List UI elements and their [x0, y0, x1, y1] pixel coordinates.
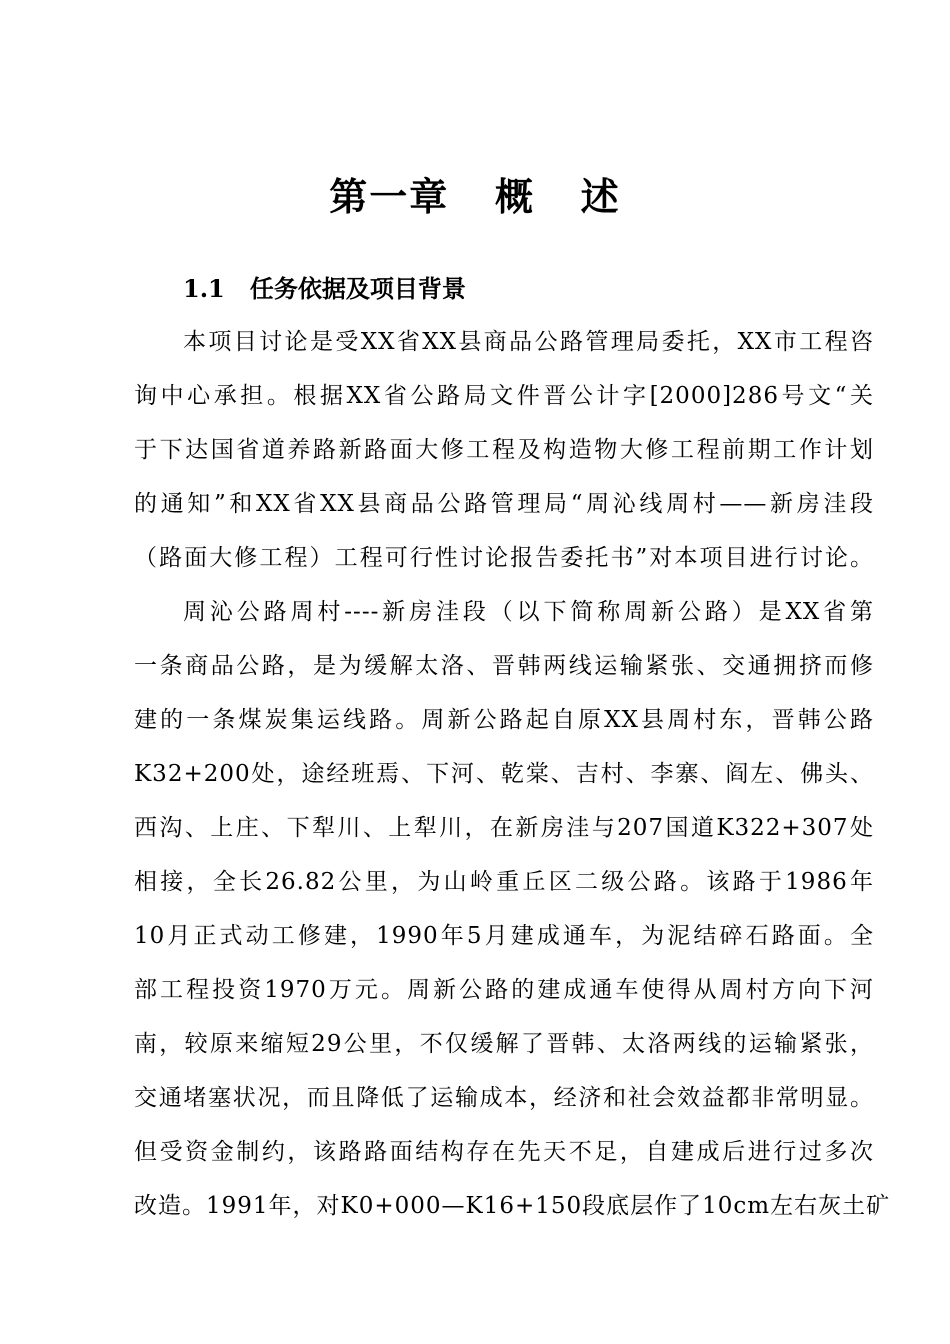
paragraph-2-line-10: 交通堵塞状况，而且降低了运输成本，经济和社会效益都非常明显。 — [134, 1085, 874, 1111]
paragraph-2-line-2: 一条商品公路，是为缓解太洛、晋韩两线运输紧张、交通拥挤而修 — [134, 653, 874, 679]
paragraph-2-line-8: 部工程投资1970万元。周新公路的建成通车使得从周村方向下河 — [134, 977, 874, 1003]
paragraph-2-line-3: 建的一条煤炭集运线路。周新公路起自原XX县周村东，晋韩公路 — [134, 707, 874, 733]
paragraph-1-line-5: （路面大修工程）工程可行性讨论报告委托书”对本项目进行讨论。 — [134, 545, 874, 571]
paragraph-2-line-9: 南，较原来缩短29公里，不仅缓解了晋韩、太洛两线的运输紧张， — [134, 1031, 874, 1057]
paragraph-2-line-6: 相接，全长26.82公里，为山岭重丘区二级公路。该路于1986年 — [134, 869, 874, 895]
paragraph-1-line-3: 于下达国省道养路新路面大修工程及构造物大修工程前期工作计划 — [134, 437, 874, 463]
paragraph-2-line-7: 10月正式动工修建，1990年5月建成通车，为泥结碎石路面。全 — [134, 923, 874, 949]
paragraph-2-line-11: 但受资金制约，该路路面结构存在先天不足，自建成后进行过多次 — [134, 1139, 874, 1165]
section-heading: 1.1 任务依据及项目背景 — [183, 274, 466, 303]
paragraph-2-line-12: 改造。1991年，对K0+000—K16+150段底层作了10cm左右灰土矿 — [134, 1193, 891, 1219]
paragraph-2-line-5: 西沟、上庄、下犁川、上犁川，在新房洼与207国道K322+307处 — [134, 815, 874, 841]
chapter-title: 第一章 概 述 — [329, 175, 621, 219]
paragraph-2-line-4: K32+200处，途经班焉、下河、乾棠、吉村、李寨、阎左、佛头、 — [134, 761, 874, 787]
paragraph-2-line-1: 周沁公路周村----新房洼段（以下简称周新公路）是XX省第 — [183, 599, 874, 625]
paragraph-1-line-4: 的通知”和XX省XX县商品公路管理局“周沁线周村——新房洼段 — [134, 491, 874, 517]
paragraph-1-line-2: 询中心承担。根据XX省公路局文件晋公计字[2000]286号文“关 — [134, 383, 874, 409]
paragraph-1-line-1: 本项目讨论是受XX省XX县商品公路管理局委托，XX市工程咨 — [183, 329, 874, 355]
